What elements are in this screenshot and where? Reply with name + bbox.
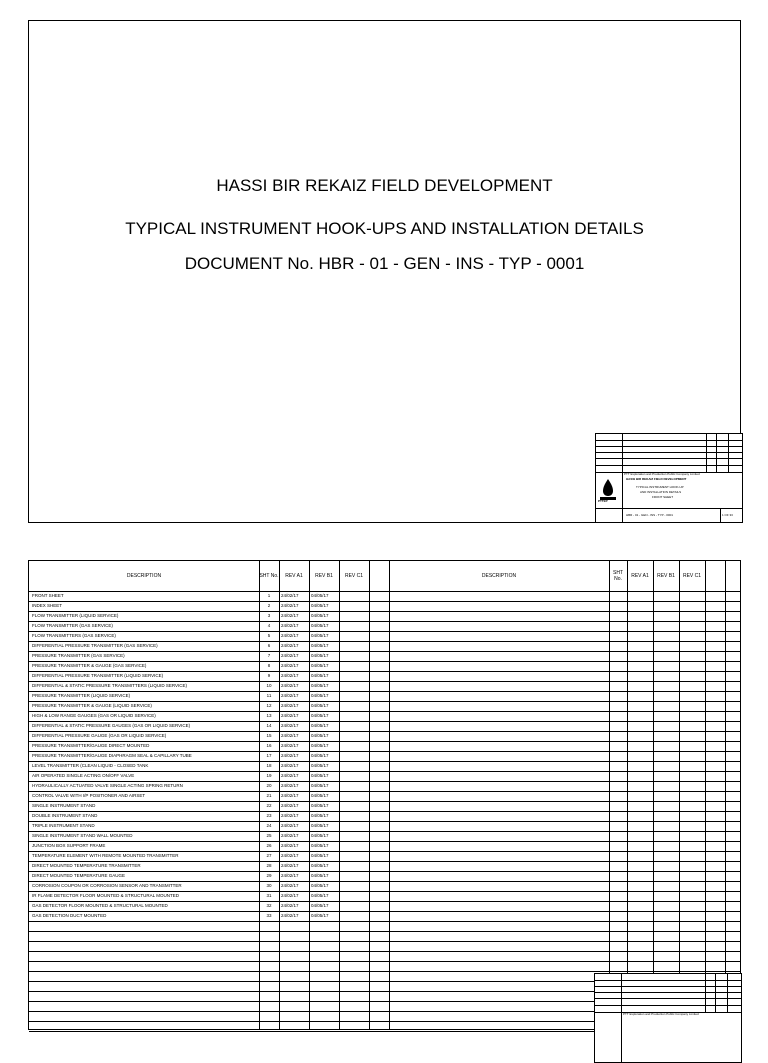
document-title: TYPICAL INSTRUMENT HOOK-UPS AND INSTALLATION DETAILS xyxy=(125,219,644,238)
row-rev-b1: 04/05/17 xyxy=(311,883,329,888)
row-rev-b1: 04/05/17 xyxy=(311,773,329,778)
index-sheet xyxy=(28,560,741,1030)
row-rev-b1: 04/05/17 xyxy=(311,753,329,758)
row-description: DIFFERENTIAL PRESSURE TRANSMITTER (LIQUID SERVICE) xyxy=(32,673,164,678)
row-sheet-no: 19 xyxy=(266,773,272,778)
row-rev-b1: 04/05/17 xyxy=(311,713,329,718)
row-description: INDEX SHEET xyxy=(32,603,63,608)
row-sheet-no: 2 xyxy=(267,603,271,608)
title-block-drawing-title-3: FRONT SHEET xyxy=(652,495,674,499)
title-block-drawing-title-2: AND INSTALLATION DETAILS xyxy=(640,490,682,494)
row-rev-a1: 24/02/17 xyxy=(281,813,299,818)
row-description: TEMPERATURE ELEMENT WITH REMOTE MOUNTED TRANSMITTER xyxy=(32,853,179,858)
title-block-owner: PTT Exploration and Production Public Company Limited xyxy=(624,472,700,476)
row-description: FLOW TRANSMITTER (LIQUID SERVICE) xyxy=(32,613,119,618)
project-title: HASSI BIR REKAIZ FIELD DEVELOPMENT xyxy=(216,176,553,195)
row-rev-b1: 04/05/17 xyxy=(311,823,329,828)
row-rev-b1: 04/05/17 xyxy=(311,653,329,658)
header-description-right: DESCRIPTION xyxy=(481,573,517,579)
row-rev-b1: 04/05/17 xyxy=(311,683,329,688)
row-sheet-no: 8 xyxy=(267,663,271,668)
document-number: DOCUMENT No. HBR - 01 - GEN - INS - TYP - 0001 xyxy=(184,254,585,273)
row-description: DIFFERENTIAL & STATIC PRESSURE TRANSMITTERS (LIQUID SERVICE) xyxy=(32,683,188,688)
title-block-drawing-title-1: TYPICAL INSTRUMENT HOOK-UP xyxy=(636,485,684,489)
row-sheet-no: 3 xyxy=(267,613,271,618)
row-description: LEVEL TRANSMITTER (CLEAN LIQUID - CLOSED TANK xyxy=(32,763,149,768)
row-rev-a1: 24/02/17 xyxy=(281,673,299,678)
row-rev-a1: 24/02/17 xyxy=(281,743,299,748)
title-block-sheet: 1 OF 33 xyxy=(722,513,733,517)
row-rev-b1: 04/05/17 xyxy=(311,853,329,858)
row-sheet-no: 17 xyxy=(266,753,272,758)
row-description: PRESSURE TRANSMITTER & GAUGE (GAS SERVICE) xyxy=(32,663,147,668)
company-logo-icon xyxy=(600,478,616,500)
row-rev-a1: 24/02/17 xyxy=(281,683,299,688)
row-sheet-no: 16 xyxy=(266,743,272,748)
row-rev-a1: 24/02/17 xyxy=(281,663,299,668)
row-description: JUNCTION BOX SUPPORT FRAME xyxy=(32,843,106,848)
row-rev-b1: 04/05/17 xyxy=(311,833,329,838)
title-block xyxy=(595,433,743,523)
row-description: GAS DETECTOR FLOOR MOUNTED & STRUCTURAL MOUNTED xyxy=(32,903,168,908)
row-rev-b1: 04/05/17 xyxy=(311,593,329,598)
row-sheet-no: 21 xyxy=(266,793,272,798)
row-sheet-no: 25 xyxy=(266,833,272,838)
row-description: HIGH & LOW RANGE GAUGES (GAS OR LIQUID SERVICE) xyxy=(32,713,156,718)
row-description: FRONT SHEET xyxy=(32,593,64,598)
row-description: DIFFERENTIAL PRESSURE TRANSMITTER (GAS SERVICE) xyxy=(32,643,158,648)
row-rev-a1: 24/02/17 xyxy=(281,773,299,778)
row-rev-a1: 24/02/17 xyxy=(281,733,299,738)
row-description: PRESSURE TRANSMITTER/GAUGE DIRECT MOUNTED xyxy=(32,743,150,748)
row-sheet-no: 5 xyxy=(267,633,271,638)
row-sheet-no: 9 xyxy=(267,673,271,678)
title-block-index xyxy=(594,973,742,1063)
row-rev-b1: 04/05/17 xyxy=(311,793,329,798)
title-block-project: HASSI BIR REKAIZ FIELD DEVELOPMENT xyxy=(626,477,687,481)
row-sheet-no: 28 xyxy=(266,863,272,868)
header-description: DESCRIPTION xyxy=(126,573,162,579)
row-description: PRESSURE TRANSMITTER/GAUGE DIAPHRAGM SEAL & CAPILLARY TUBE xyxy=(32,753,192,758)
row-rev-a1: 24/02/17 xyxy=(281,593,299,598)
row-description: IR FLAME DETECTOR FLOOR MOUNTED & STRUCTURAL MOUNTED xyxy=(32,893,180,898)
header-rev-c1: REV C1 xyxy=(344,573,364,579)
row-rev-a1: 24/02/17 xyxy=(281,863,299,868)
row-sheet-no: 7 xyxy=(267,653,271,658)
row-rev-b1: 04/05/17 xyxy=(311,893,329,898)
row-rev-a1: 24/02/17 xyxy=(281,783,299,788)
row-rev-a1: 24/02/17 xyxy=(281,703,299,708)
row-description: CORROSION COUPON OR CORROSION SENSOR AND TRANSMITTER xyxy=(32,883,182,888)
row-rev-a1: 24/02/17 xyxy=(281,833,299,838)
row-rev-a1: 24/02/17 xyxy=(281,893,299,898)
row-rev-b1: 04/05/17 xyxy=(311,673,329,678)
row-sheet-no: 27 xyxy=(266,853,272,858)
row-rev-b1: 04/05/17 xyxy=(311,603,329,608)
row-description: DIRECT MOUNTED TEMPERATURE GAUGE xyxy=(32,873,126,878)
row-rev-b1: 04/05/17 xyxy=(311,863,329,868)
header-rev-b1-right: REV B1 xyxy=(657,573,675,579)
row-rev-b1: 04/05/17 xyxy=(311,813,329,818)
header-rev-a1: REV A1 xyxy=(285,573,303,579)
row-rev-b1: 04/05/17 xyxy=(311,613,329,618)
title-block-owner-index: PTT Exploration and Production Public Company Limited xyxy=(623,1012,699,1016)
row-sheet-no: 33 xyxy=(266,913,272,918)
header-sht-no: SHT No. xyxy=(259,573,279,579)
row-rev-a1: 24/02/17 xyxy=(281,883,299,888)
row-rev-a1: 24/02/17 xyxy=(281,633,299,638)
row-rev-b1: 04/05/17 xyxy=(311,643,329,648)
row-description: DOUBLE INSTRUMENT STAND xyxy=(32,813,98,818)
row-sheet-no: 4 xyxy=(267,623,271,628)
row-sheet-no: 6 xyxy=(267,643,271,648)
row-sheet-no: 18 xyxy=(266,763,272,768)
row-sheet-no: 10 xyxy=(266,683,272,688)
row-description: PRESSURE TRANSMITTER & GAUGE (LIQUID SERVICE) xyxy=(32,703,152,708)
row-rev-a1: 24/02/17 xyxy=(281,723,299,728)
row-sheet-no: 1 xyxy=(267,593,271,598)
row-description: SINGLE INSTRUMENT STAND WALL MOUNTED xyxy=(32,833,133,838)
row-rev-b1: 04/05/17 xyxy=(311,843,329,848)
row-sheet-no: 31 xyxy=(266,893,272,898)
header-rev-c1-right: REV C1 xyxy=(682,573,702,579)
row-rev-a1: 24/02/17 xyxy=(281,793,299,798)
row-sheet-no: 14 xyxy=(266,723,272,728)
row-description: CONTROL VALVE WITH I/P POSITIONER AND AIRSET xyxy=(32,793,146,798)
row-description: AIR OPERATED SINGLE ACTING ON/OFF VALVE xyxy=(32,773,135,778)
row-sheet-no: 26 xyxy=(266,843,272,848)
row-rev-a1: 24/02/17 xyxy=(281,623,299,628)
row-rev-a1: 24/02/17 xyxy=(281,653,299,658)
row-description: PRESSURE TRANSMITTER (LIQUID SERVICE) xyxy=(32,693,131,698)
row-rev-a1: 24/02/17 xyxy=(281,613,299,618)
row-rev-b1: 04/05/17 xyxy=(311,873,329,878)
row-rev-b1: 04/05/17 xyxy=(311,803,329,808)
row-sheet-no: 30 xyxy=(266,883,272,888)
row-rev-a1: 24/02/17 xyxy=(281,843,299,848)
row-rev-b1: 04/05/17 xyxy=(311,913,329,918)
title-block-company: PTTEP xyxy=(598,499,608,503)
row-rev-b1: 04/05/17 xyxy=(311,663,329,668)
row-rev-a1: 24/02/17 xyxy=(281,903,299,908)
row-rev-b1: 04/05/17 xyxy=(311,633,329,638)
row-rev-b1: 04/05/17 xyxy=(311,733,329,738)
header-rev-b1: REV B1 xyxy=(315,573,333,579)
row-rev-b1: 04/05/17 xyxy=(311,723,329,728)
row-rev-b1: 04/05/17 xyxy=(311,903,329,908)
row-rev-a1: 24/02/17 xyxy=(281,853,299,858)
row-sheet-no: 20 xyxy=(266,783,272,788)
row-rev-a1: 24/02/17 xyxy=(281,763,299,768)
row-sheet-no: 29 xyxy=(266,873,272,878)
row-description: DIFFERENTIAL PRESSURE GAUGE (GAS OR LIQUID SERVICE) xyxy=(32,733,167,738)
row-description: HYDRAULICALLY ACTUATED VALVE SINGLE ACTING SPRING RETURN xyxy=(32,783,183,788)
row-rev-a1: 24/02/17 xyxy=(281,643,299,648)
row-rev-a1: 24/02/17 xyxy=(281,803,299,808)
row-sheet-no: 32 xyxy=(266,903,272,908)
header-sht-no-right: SHT No. xyxy=(613,570,623,582)
header-rev-a1-right: REV A1 xyxy=(631,573,649,579)
row-description: TRIPLE INSTRUMENT STAND xyxy=(32,823,95,828)
row-rev-b1: 04/05/17 xyxy=(311,703,329,708)
row-sheet-no: 23 xyxy=(266,813,272,818)
row-description: DIRECT MOUNTED TEMPERATURE TRANSMITTER xyxy=(32,863,141,868)
row-sheet-no: 24 xyxy=(266,823,272,828)
row-rev-a1: 24/02/17 xyxy=(281,603,299,608)
row-rev-a1: 24/02/17 xyxy=(281,693,299,698)
row-sheet-no: 11 xyxy=(266,693,272,698)
row-rev-b1: 04/05/17 xyxy=(311,763,329,768)
row-rev-a1: 24/02/17 xyxy=(281,873,299,878)
row-description: FLOW TRANSMITTERS (GAS SERVICE) xyxy=(32,633,116,638)
row-sheet-no: 22 xyxy=(266,803,272,808)
row-sheet-no: 15 xyxy=(266,733,272,738)
row-rev-a1: 24/02/17 xyxy=(281,913,299,918)
row-rev-a1: 24/02/17 xyxy=(281,753,299,758)
row-rev-b1: 04/05/17 xyxy=(311,693,329,698)
title-block-doc-no: HBR - 01 - GEN - INS - TYP - 0001 xyxy=(626,513,673,517)
row-description: SINGLE INSTRUMENT STAND xyxy=(32,803,96,808)
row-rev-b1: 04/05/17 xyxy=(311,743,329,748)
row-sheet-no: 13 xyxy=(266,713,272,718)
row-sheet-no: 12 xyxy=(266,703,272,708)
row-rev-b1: 04/05/17 xyxy=(311,623,329,628)
front-sheet xyxy=(28,20,741,523)
row-description: PRESSURE TRANSMITTER (GAS SERVICE) xyxy=(32,653,125,658)
row-description: GAS DETECTION DUCT MOUNTED xyxy=(32,913,107,918)
row-description: FLOW TRANSMITTER (GAS SERVICE) xyxy=(32,623,113,628)
row-description: DIFFERENTIAL & STATIC PRESSURE GAUGES (GAS OR LIQUID SERVICE) xyxy=(32,723,191,728)
row-rev-b1: 04/05/17 xyxy=(311,783,329,788)
row-rev-a1: 24/02/17 xyxy=(281,713,299,718)
row-rev-a1: 24/02/17 xyxy=(281,823,299,828)
